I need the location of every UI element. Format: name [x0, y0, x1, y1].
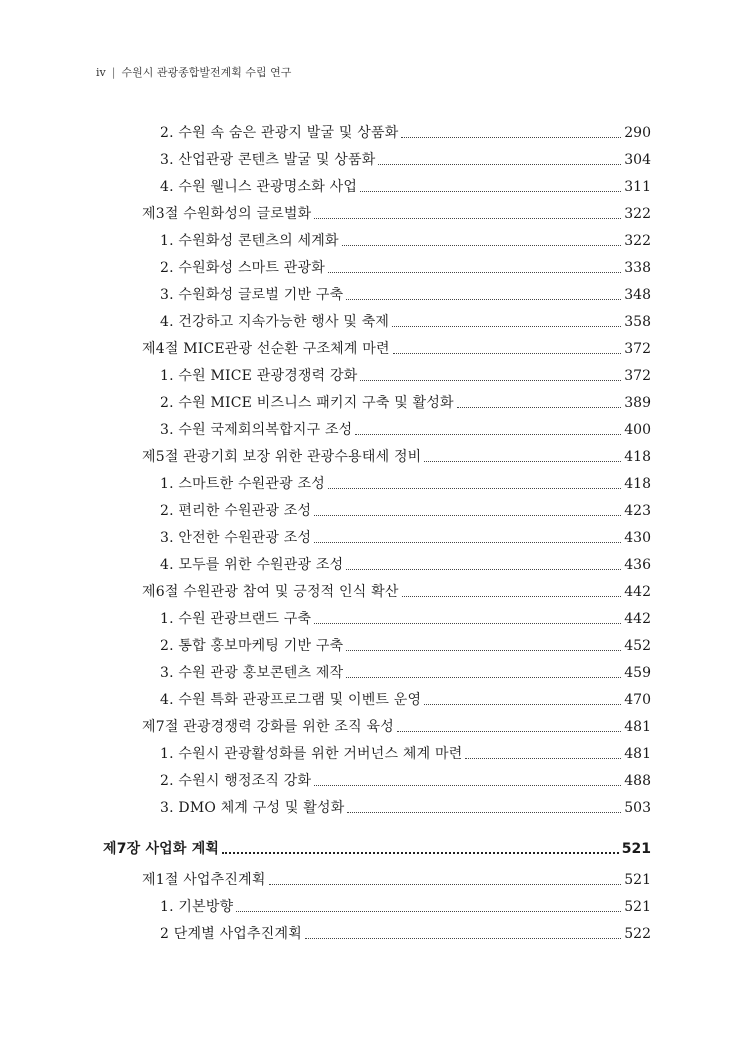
toc-page-number: 521	[621, 841, 651, 857]
toc-section[interactable]	[142, 867, 651, 889]
toc-label: 3. DMO 체계 구성 및 활성화	[160, 800, 345, 816]
toc-page-number: 372	[624, 368, 651, 384]
toc-page-number: 311	[624, 179, 651, 195]
toc-page-number: 436	[624, 557, 651, 573]
toc-item[interactable]	[160, 768, 651, 790]
toc-label: 4. 수원 웰니스 관광명소화 사업	[160, 179, 358, 195]
toc-section[interactable]	[142, 201, 651, 223]
toc-section[interactable]	[142, 444, 651, 466]
toc-item[interactable]	[160, 174, 651, 196]
dot-leader	[424, 704, 621, 705]
dot-leader	[360, 380, 621, 381]
toc-page-number: 372	[624, 341, 651, 357]
dot-leader	[346, 650, 621, 651]
toc-page-number: 423	[624, 503, 651, 519]
dot-leader	[346, 299, 621, 300]
dot-leader	[314, 542, 621, 543]
toc-page-number: 481	[624, 719, 651, 735]
dot-leader	[401, 137, 621, 138]
toc-item[interactable]	[160, 120, 651, 142]
toc-label: 제1절 사업추진계획	[142, 872, 266, 888]
dot-leader	[314, 785, 621, 786]
toc-item[interactable]	[160, 471, 651, 493]
toc-item[interactable]	[160, 228, 651, 250]
header-separator: |	[111, 65, 116, 79]
dot-leader	[347, 812, 621, 813]
toc-label: 제4절 MICE관광 선순환 구조체계 마련	[142, 341, 390, 357]
toc-item[interactable]	[160, 309, 651, 331]
toc-item[interactable]	[160, 741, 651, 763]
toc-page-number: 442	[624, 584, 651, 600]
toc-label: 4. 모두를 위한 수원관광 조성	[160, 557, 344, 573]
toc-page-number: 430	[624, 530, 651, 546]
toc-label: 제7절 관광경쟁력 강화를 위한 조직 육성	[142, 719, 394, 735]
toc-section[interactable]	[142, 579, 651, 601]
dot-leader	[393, 353, 622, 354]
dot-leader	[328, 488, 621, 489]
dot-leader	[346, 677, 621, 678]
toc-page-number: 418	[624, 476, 651, 492]
toc-label: 제6절 수원관광 참여 및 긍정적 인식 확산	[142, 584, 399, 600]
toc-chapter[interactable]	[103, 836, 651, 858]
toc-label: 1. 수원시 관광활성화를 위한 거버넌스 체계 마련	[160, 746, 463, 762]
toc-label: 1. 기본방향	[160, 899, 234, 915]
dot-leader	[236, 911, 621, 912]
toc-item[interactable]	[160, 282, 651, 304]
toc-label: 4. 수원 특화 관광프로그램 및 이벤트 운영	[160, 692, 422, 708]
dot-leader	[305, 938, 621, 939]
header-title: 수원시 관광종합발전계획 수립 연구	[121, 66, 292, 79]
toc-page-number: 459	[624, 665, 651, 681]
toc-item[interactable]	[160, 687, 651, 709]
toc-page-number: 418	[624, 449, 651, 465]
toc-section[interactable]	[142, 336, 651, 358]
toc-item[interactable]	[160, 921, 651, 943]
dot-leader	[378, 164, 621, 165]
toc-item[interactable]	[160, 795, 651, 817]
toc-label: 1. 수원 MICE 관광경쟁력 강화	[160, 368, 358, 384]
header-page-numeral: iv	[96, 65, 106, 79]
dot-leader	[392, 326, 621, 327]
toc-page-number: 442	[624, 611, 651, 627]
toc-label: 제5절 관광기회 보장 위한 관광수용태세 정비	[142, 449, 422, 465]
dot-leader	[314, 515, 621, 516]
dot-leader	[360, 191, 621, 192]
dot-leader	[314, 623, 621, 624]
dot-leader	[465, 758, 621, 759]
dot-leader	[424, 461, 621, 462]
toc-label: 4. 건강하고 지속가능한 행사 및 축제	[160, 314, 390, 330]
toc-page-number: 358	[624, 314, 651, 330]
toc-page-number: 521	[624, 872, 651, 888]
toc-item[interactable]	[160, 552, 651, 574]
toc-item[interactable]	[160, 147, 651, 169]
dot-leader	[397, 731, 621, 732]
toc-label: 1. 수원화성 콘텐츠의 세계화	[160, 233, 339, 249]
toc-page-number: 503	[624, 800, 651, 816]
toc-item[interactable]	[160, 606, 651, 628]
toc-item[interactable]	[160, 498, 651, 520]
toc-label: 1. 수원 관광브랜드 구축	[160, 611, 312, 627]
toc-label: 3. 수원 관광 홍보콘텐츠 제작	[160, 665, 344, 681]
toc-page-number: 304	[624, 152, 651, 168]
toc-section[interactable]	[142, 714, 651, 736]
toc-label: 2. 수원화성 스마트 관광화	[160, 260, 325, 276]
dot-leader	[346, 569, 621, 570]
toc-label: 3. 수원화성 글로벌 기반 구축	[160, 287, 344, 303]
toc-page-number: 481	[624, 746, 651, 762]
dot-leader	[355, 434, 621, 435]
toc-label: 2. 수원 MICE 비즈니스 패키지 구축 및 활성화	[160, 395, 454, 411]
toc-page-number: 488	[624, 773, 651, 789]
toc-label: 2. 수원시 행정조직 강화	[160, 773, 312, 789]
toc-item[interactable]	[160, 525, 651, 547]
dot-leader	[402, 596, 622, 597]
toc-label: 3. 산업관광 콘텐츠 발굴 및 상품화	[160, 152, 376, 168]
toc-page-number: 452	[624, 638, 651, 654]
toc-label: 2. 수원 속 숨은 관광지 발굴 및 상품화	[160, 125, 399, 141]
toc-label: 제7장 사업화 계획	[103, 841, 220, 857]
dot-leader	[328, 272, 621, 273]
dot-leader	[222, 852, 619, 854]
toc-item[interactable]	[160, 633, 651, 655]
toc-item[interactable]	[160, 894, 651, 916]
toc-label: 2 단계별 사업추진계획	[160, 926, 302, 942]
toc-page-number: 389	[624, 395, 651, 411]
toc-label: 3. 안전한 수원관광 조성	[160, 530, 312, 546]
toc-page-number: 290	[624, 125, 651, 141]
running-header	[96, 64, 291, 80]
toc-page-number: 400	[624, 422, 651, 438]
toc-item[interactable]	[160, 390, 651, 412]
toc-label: 1. 스마트한 수원관광 조성	[160, 476, 325, 492]
toc-page-number: 521	[624, 899, 651, 915]
toc-page-number: 322	[624, 233, 651, 249]
toc-page-number: 338	[624, 260, 651, 276]
toc-label: 2. 통합 홍보마케팅 기반 구축	[160, 638, 344, 654]
toc-item[interactable]	[160, 363, 651, 385]
toc-page-number: 470	[624, 692, 651, 708]
toc-label: 2. 편리한 수원관광 조성	[160, 503, 312, 519]
toc-label: 제3절 수원화성의 글로벌화	[142, 206, 312, 222]
dot-leader	[314, 218, 621, 219]
toc-item[interactable]	[160, 660, 651, 682]
dot-leader	[457, 407, 622, 408]
toc-page-number: 322	[624, 206, 651, 222]
dot-leader	[342, 245, 622, 246]
toc-item[interactable]	[160, 255, 651, 277]
toc-item[interactable]	[160, 417, 651, 439]
toc-page-number: 522	[624, 926, 651, 942]
toc-page-number: 348	[624, 287, 651, 303]
dot-leader	[269, 884, 622, 885]
toc-label: 3. 수원 국제회의복합지구 조성	[160, 422, 353, 438]
